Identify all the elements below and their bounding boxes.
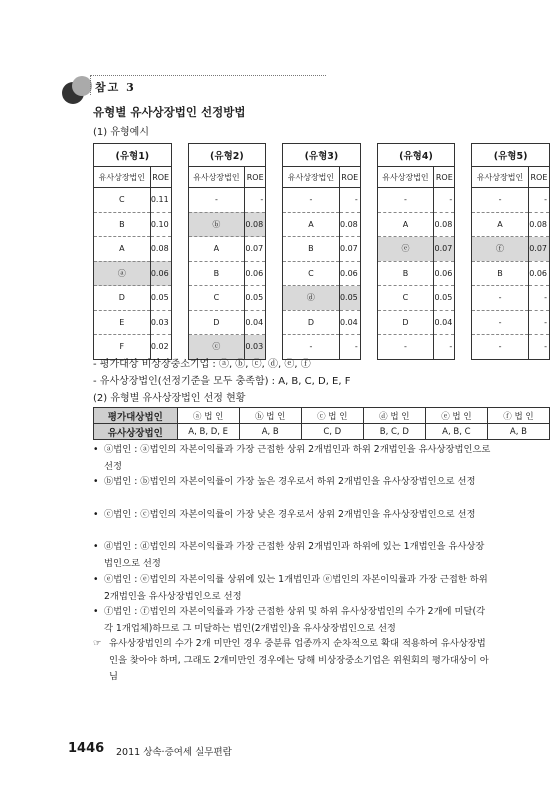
- status-row-target: [94, 408, 550, 424]
- type-title: (유형4): [377, 144, 455, 167]
- bullet-mark: •: [93, 509, 99, 520]
- type-title: (유형3): [283, 144, 361, 167]
- cell-roe: 0.03: [245, 335, 266, 360]
- cell-roe: 0.11: [150, 188, 171, 213]
- cell-company: F: [94, 335, 151, 360]
- cell-company: A: [472, 212, 529, 237]
- cell-company: A: [94, 237, 151, 262]
- cell-roe: -: [339, 335, 360, 360]
- tip-text: 유사상장법인의 수가 2개 미만인 경우 중분류 업종까지 순차적으로 확대 적용하여 유사상장법인을 찾아야 하며, 그래도 2개미만인 경우에는 당해 비상장중소기업은 위원회의 평가대상이 아님: [109, 638, 489, 682]
- reference-label: 참고 3: [95, 81, 136, 94]
- cell-company: A: [283, 212, 340, 237]
- bullet-mark: •: [93, 606, 99, 617]
- cell-roe: 0.08: [150, 237, 171, 262]
- status-cell: C, D: [301, 424, 363, 440]
- cell-roe: 0.04: [245, 310, 266, 335]
- cell-company: A: [188, 237, 245, 262]
- status-cell: A, B: [239, 424, 301, 440]
- cell-company: ⓕ: [472, 237, 529, 262]
- cell-company: -: [377, 188, 434, 213]
- header-dotted-line: [90, 75, 326, 76]
- cell-company: -: [472, 310, 529, 335]
- bullet-mark: •: [93, 444, 99, 455]
- cell-roe: 0.05: [245, 286, 266, 311]
- status-label-similar: 유사상장법인: [94, 424, 178, 440]
- cell-roe: -: [434, 335, 455, 360]
- bullet-text: ⓐ법인 : ⓐ법인의 자본이익률과 가장 근접한 상위 2개법인과 하위 2개법인을 유사상장법인으로 선정: [104, 444, 491, 472]
- column-header-roe: ROE: [339, 167, 360, 188]
- note-target-companies: - 평가대상 비상장중소기업 : ⓐ, ⓑ, ⓒ, ⓓ, ⓔ, ⓕ: [93, 359, 311, 370]
- status-cell: A, B: [487, 424, 549, 440]
- bullet-text: ⓒ법인 : ⓒ법인의 자본이익률이 가장 낮은 경우로서 상위 2개법인을 유사상장법인으로 선정: [104, 509, 476, 520]
- bullet-mark: •: [93, 541, 99, 552]
- cell-company: -: [472, 188, 529, 213]
- page-number: 1446: [68, 741, 105, 756]
- cell-roe: 0.07: [245, 237, 266, 262]
- cell-company: D: [94, 286, 151, 311]
- column-header-company: 유사상장법인: [283, 167, 340, 188]
- cell-company: -: [283, 188, 340, 213]
- cell-roe: 0.10: [150, 212, 171, 237]
- table-row: [94, 212, 550, 237]
- bullet-item: [93, 604, 493, 637]
- status-cell: ⓑ 법 인: [239, 408, 301, 424]
- status-cell: A, B, C: [425, 424, 487, 440]
- section-title: 유형별 유사상장법인 선정방법: [93, 105, 246, 119]
- column-header-company: 유사상장법인: [472, 167, 529, 188]
- book-title: 2011 상속·증여세 실무편람: [116, 747, 232, 758]
- cell-roe: 0.02: [150, 335, 171, 360]
- cell-company: -: [188, 188, 245, 213]
- cell-company: D: [377, 310, 434, 335]
- cell-company: -: [283, 335, 340, 360]
- bullet-mark: •: [93, 476, 99, 487]
- cell-company: ⓓ: [283, 286, 340, 311]
- column-header-roe: ROE: [434, 167, 455, 188]
- column-header-roe: ROE: [150, 167, 171, 188]
- cell-company: B: [94, 212, 151, 237]
- table-row: [94, 188, 550, 213]
- cell-company: D: [283, 310, 340, 335]
- bullet-item: [93, 572, 493, 605]
- status-table: [93, 407, 550, 440]
- cell-roe: 0.08: [434, 212, 455, 237]
- cell-roe: 0.08: [245, 212, 266, 237]
- subsection-status: (2) 유형별 유사상장법인 선정 현황: [93, 393, 246, 404]
- column-header-roe: ROE: [528, 167, 549, 188]
- cell-roe: -: [528, 335, 549, 360]
- table-row: [94, 310, 550, 335]
- bullet-item: [93, 539, 493, 572]
- status-cell: ⓕ 법 인: [487, 408, 549, 424]
- cell-company: C: [283, 261, 340, 286]
- bullet-item: [93, 442, 493, 475]
- cell-roe: -: [339, 188, 360, 213]
- header-dotted-vline: [90, 75, 91, 95]
- bullet-mark: •: [93, 574, 99, 585]
- status-cell: A, B, D, E: [177, 424, 239, 440]
- status-label-target: 평가대상법인: [94, 408, 178, 424]
- cell-roe: 0.07: [339, 237, 360, 262]
- status-row-similar: [94, 424, 550, 440]
- cell-company: -: [377, 335, 434, 360]
- status-cell: ⓔ 법 인: [425, 408, 487, 424]
- type-title: (유형5): [472, 144, 550, 167]
- table-row: [94, 261, 550, 286]
- bullet-text: ⓓ법인 : ⓓ법인의 자본이익률과 가장 근접한 상위 2개법인과 하위에 있는 1개법인을 유사상장법인으로 선정: [104, 541, 485, 569]
- cell-company: B: [377, 261, 434, 286]
- cell-company: A: [377, 212, 434, 237]
- cell-roe: 0.05: [339, 286, 360, 311]
- cell-company: ⓑ: [188, 212, 245, 237]
- column-header-company: 유사상장법인: [377, 167, 434, 188]
- cell-roe: 0.06: [434, 261, 455, 286]
- cell-roe: 0.06: [245, 261, 266, 286]
- cell-company: B: [472, 261, 529, 286]
- cell-company: C: [377, 286, 434, 311]
- cell-roe: 0.03: [150, 310, 171, 335]
- bullet-text: ⓔ법인 : ⓔ법인의 자본이익률 상위에 있는 1개법인과 ⓔ법인의 자본이익률과 가장 근접한 하위 2개법인을 유사상장법인으로 선정: [104, 574, 488, 602]
- status-cell: ⓓ 법 인: [363, 408, 425, 424]
- subsection-type-examples: (1) 유형예시: [93, 127, 149, 138]
- status-cell: ⓒ 법 인: [301, 408, 363, 424]
- status-cell: B, C, D: [363, 424, 425, 440]
- cell-roe: 0.08: [339, 212, 360, 237]
- column-header-company: 유사상장법인: [188, 167, 245, 188]
- cell-company: D: [188, 310, 245, 335]
- type-example-table: [93, 143, 550, 360]
- column-header-company: 유사상장법인: [94, 167, 151, 188]
- cell-roe: 0.08: [528, 212, 549, 237]
- cell-roe: -: [245, 188, 266, 213]
- cell-company: B: [188, 261, 245, 286]
- table-row: [94, 286, 550, 311]
- status-cell: ⓐ 법 인: [177, 408, 239, 424]
- bullet-item: [93, 507, 493, 524]
- cell-roe: 0.05: [434, 286, 455, 311]
- cell-company: B: [283, 237, 340, 262]
- tip-icon: ☞: [93, 638, 102, 649]
- type-title: (유형1): [94, 144, 172, 167]
- cell-company: E: [94, 310, 151, 335]
- cell-roe: 0.07: [434, 237, 455, 262]
- type-title: (유형2): [188, 144, 266, 167]
- table-row: [94, 237, 550, 262]
- cell-roe: 0.04: [339, 310, 360, 335]
- cell-company: ⓒ: [188, 335, 245, 360]
- bullet-text: ⓑ법인 : ⓑ법인의 자본이익률이 가장 높은 경우로서 하위 2개법인을 유사상장법인으로 선정: [104, 476, 476, 487]
- cell-roe: 0.07: [528, 237, 549, 262]
- bullet-item: [93, 474, 493, 491]
- cell-company: C: [188, 286, 245, 311]
- cell-roe: 0.04: [434, 310, 455, 335]
- bullet-text: ⓕ법인 : ⓕ법인의 자본이익률과 가장 근접한 상위 및 하위 유사상장법인의 수가 2개에 미달(각각 1개업체)하므로 그 미달하는 법인(2개법인)을 유사상장법인으로 선정: [104, 606, 486, 634]
- cell-roe: 0.06: [339, 261, 360, 286]
- cell-company: -: [472, 335, 529, 360]
- header-circle-light: [72, 76, 92, 96]
- cell-company: -: [472, 286, 529, 311]
- cell-roe: 0.06: [150, 261, 171, 286]
- cell-company: ⓔ: [377, 237, 434, 262]
- cell-roe: 0.06: [528, 261, 549, 286]
- column-header-roe: ROE: [245, 167, 266, 188]
- note-similar-companies: - 유사상장법인(선정기준을 모두 충족함) : A, B, C, D, E, F: [93, 376, 351, 387]
- cell-company: C: [94, 188, 151, 213]
- cell-roe: -: [528, 286, 549, 311]
- cell-roe: -: [528, 188, 549, 213]
- cell-roe: -: [528, 310, 549, 335]
- cell-roe: 0.05: [150, 286, 171, 311]
- tip-item: [93, 636, 493, 686]
- cell-company: ⓐ: [94, 261, 151, 286]
- cell-roe: -: [434, 188, 455, 213]
